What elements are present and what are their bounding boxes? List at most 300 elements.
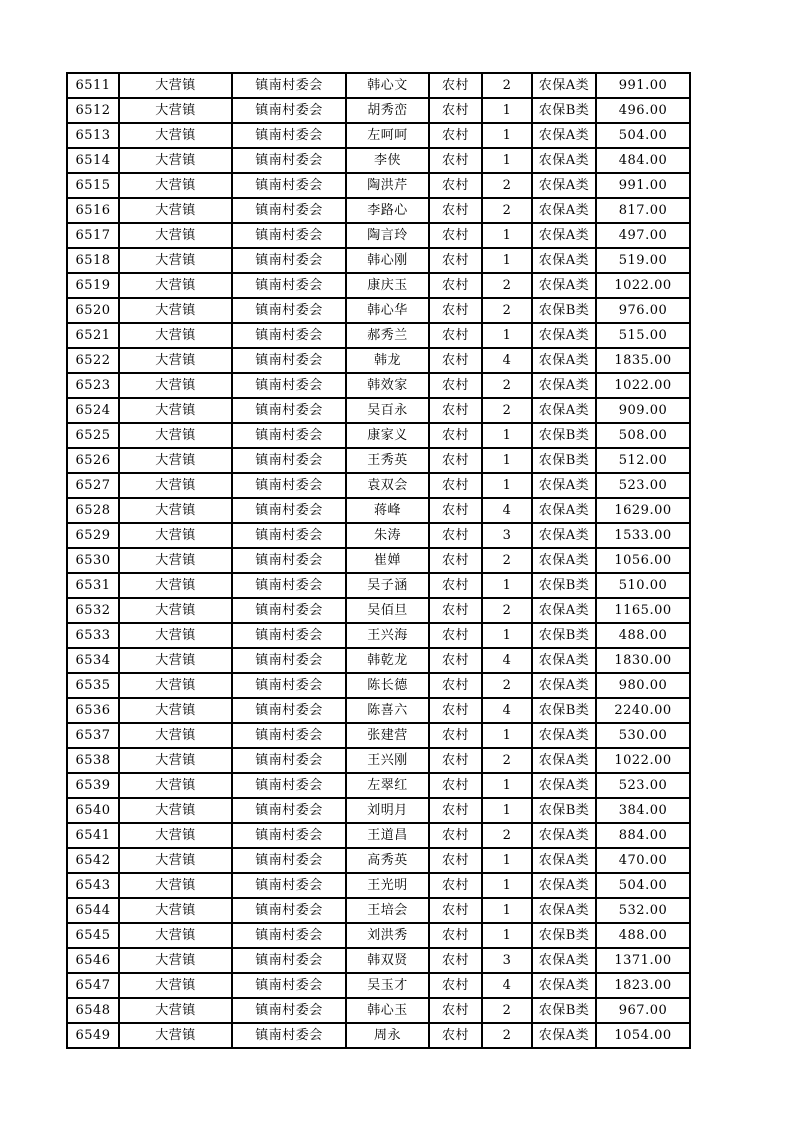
cell-person-count: 1 [482, 898, 532, 923]
table-row [67, 73, 690, 98]
cell-amount: 967.00 [596, 998, 690, 1023]
cell-village-committee: 镇南村委会 [232, 998, 346, 1023]
cell-insurance-category: 农保A类 [532, 773, 596, 798]
table-row [67, 223, 690, 248]
cell-town: 大营镇 [119, 673, 232, 698]
cell-amount: 980.00 [596, 673, 690, 698]
cell-residence-type: 农村 [429, 898, 482, 923]
table-row [67, 373, 690, 398]
cell-person-count: 1 [482, 573, 532, 598]
cell-person-name: 高秀英 [346, 848, 429, 873]
cell-person-name: 韩效家 [346, 373, 429, 398]
cell-serial-number: 6524 [67, 398, 119, 423]
cell-village-committee: 镇南村委会 [232, 748, 346, 773]
cell-serial-number: 6527 [67, 473, 119, 498]
cell-person-count: 1 [482, 923, 532, 948]
cell-person-name: 陶言玲 [346, 223, 429, 248]
cell-insurance-category: 农保A类 [532, 648, 596, 673]
cell-person-count: 1 [482, 123, 532, 148]
cell-village-committee: 镇南村委会 [232, 248, 346, 273]
cell-amount: 991.00 [596, 73, 690, 98]
cell-person-name: 崔婵 [346, 548, 429, 573]
cell-person-name: 康庆玉 [346, 273, 429, 298]
table-row [67, 923, 690, 948]
cell-village-committee: 镇南村委会 [232, 473, 346, 498]
cell-residence-type: 农村 [429, 623, 482, 648]
table-row [67, 848, 690, 873]
cell-insurance-category: 农保A类 [532, 123, 596, 148]
table-row [67, 348, 690, 373]
cell-serial-number: 6535 [67, 673, 119, 698]
cell-person-count: 1 [482, 98, 532, 123]
cell-person-name: 周永 [346, 1023, 429, 1048]
cell-village-committee: 镇南村委会 [232, 973, 346, 998]
cell-insurance-category: 农保B类 [532, 798, 596, 823]
table-row [67, 523, 690, 548]
cell-insurance-category: 农保A类 [532, 498, 596, 523]
cell-person-name: 张建营 [346, 723, 429, 748]
cell-town: 大营镇 [119, 948, 232, 973]
cell-town: 大营镇 [119, 248, 232, 273]
cell-person-name: 郝秀兰 [346, 323, 429, 348]
cell-person-name: 吴佰旦 [346, 598, 429, 623]
cell-town: 大营镇 [119, 448, 232, 473]
cell-serial-number: 6548 [67, 998, 119, 1023]
cell-amount: 884.00 [596, 823, 690, 848]
cell-residence-type: 农村 [429, 973, 482, 998]
cell-village-committee: 镇南村委会 [232, 548, 346, 573]
cell-person-count: 2 [482, 1023, 532, 1048]
table-row [67, 898, 690, 923]
cell-residence-type: 农村 [429, 923, 482, 948]
cell-residence-type: 农村 [429, 1023, 482, 1048]
table-row [67, 773, 690, 798]
cell-person-name: 李路心 [346, 198, 429, 223]
cell-amount: 519.00 [596, 248, 690, 273]
cell-town: 大营镇 [119, 173, 232, 198]
cell-amount: 1022.00 [596, 373, 690, 398]
cell-serial-number: 6530 [67, 548, 119, 573]
cell-village-committee: 镇南村委会 [232, 823, 346, 848]
cell-insurance-category: 农保A类 [532, 548, 596, 573]
cell-person-count: 2 [482, 273, 532, 298]
cell-residence-type: 农村 [429, 573, 482, 598]
cell-town: 大营镇 [119, 698, 232, 723]
cell-serial-number: 6512 [67, 98, 119, 123]
cell-person-name: 王秀英 [346, 448, 429, 473]
cell-village-committee: 镇南村委会 [232, 98, 346, 123]
cell-insurance-category: 农保A类 [532, 173, 596, 198]
table-row [67, 623, 690, 648]
cell-amount: 488.00 [596, 923, 690, 948]
cell-town: 大营镇 [119, 323, 232, 348]
cell-residence-type: 农村 [429, 98, 482, 123]
cell-serial-number: 6525 [67, 423, 119, 448]
cell-serial-number: 6523 [67, 373, 119, 398]
cell-village-committee: 镇南村委会 [232, 173, 346, 198]
cell-village-committee: 镇南村委会 [232, 73, 346, 98]
cell-village-committee: 镇南村委会 [232, 723, 346, 748]
cell-town: 大营镇 [119, 973, 232, 998]
cell-amount: 523.00 [596, 773, 690, 798]
cell-person-name: 王兴海 [346, 623, 429, 648]
cell-person-count: 2 [482, 998, 532, 1023]
cell-person-count: 2 [482, 198, 532, 223]
cell-insurance-category: 农保B类 [532, 448, 596, 473]
cell-serial-number: 6539 [67, 773, 119, 798]
cell-village-committee: 镇南村委会 [232, 873, 346, 898]
cell-serial-number: 6522 [67, 348, 119, 373]
cell-person-count: 1 [482, 323, 532, 348]
cell-person-count: 2 [482, 673, 532, 698]
cell-town: 大营镇 [119, 473, 232, 498]
cell-amount: 523.00 [596, 473, 690, 498]
cell-person-count: 2 [482, 823, 532, 848]
cell-town: 大营镇 [119, 723, 232, 748]
cell-person-name: 韩心玉 [346, 998, 429, 1023]
cell-insurance-category: 农保A类 [532, 73, 596, 98]
cell-village-committee: 镇南村委会 [232, 398, 346, 423]
insurance-roster-table [66, 72, 691, 1049]
cell-person-count: 2 [482, 598, 532, 623]
cell-person-count: 1 [482, 848, 532, 873]
cell-residence-type: 农村 [429, 73, 482, 98]
cell-residence-type: 农村 [429, 648, 482, 673]
cell-residence-type: 农村 [429, 523, 482, 548]
cell-amount: 496.00 [596, 98, 690, 123]
table-row [67, 973, 690, 998]
cell-town: 大营镇 [119, 748, 232, 773]
cell-insurance-category: 农保A类 [532, 373, 596, 398]
table-row [67, 548, 690, 573]
cell-person-count: 1 [482, 473, 532, 498]
table-row [67, 273, 690, 298]
table-row [67, 948, 690, 973]
cell-village-committee: 镇南村委会 [232, 948, 346, 973]
cell-residence-type: 农村 [429, 173, 482, 198]
cell-serial-number: 6534 [67, 648, 119, 673]
cell-village-committee: 镇南村委会 [232, 648, 346, 673]
cell-town: 大营镇 [119, 873, 232, 898]
cell-serial-number: 6542 [67, 848, 119, 873]
table-row [67, 98, 690, 123]
cell-person-count: 1 [482, 873, 532, 898]
cell-amount: 1823.00 [596, 973, 690, 998]
cell-town: 大营镇 [119, 398, 232, 423]
cell-insurance-category: 农保B类 [532, 573, 596, 598]
cell-person-name: 袁双会 [346, 473, 429, 498]
cell-residence-type: 农村 [429, 273, 482, 298]
cell-insurance-category: 农保A类 [532, 398, 596, 423]
cell-person-name: 韩心文 [346, 73, 429, 98]
cell-serial-number: 6520 [67, 298, 119, 323]
cell-town: 大营镇 [119, 148, 232, 173]
cell-residence-type: 农村 [429, 723, 482, 748]
cell-serial-number: 6543 [67, 873, 119, 898]
cell-person-count: 3 [482, 523, 532, 548]
table-row [67, 823, 690, 848]
cell-serial-number: 6540 [67, 798, 119, 823]
cell-town: 大营镇 [119, 548, 232, 573]
cell-town: 大营镇 [119, 498, 232, 523]
table-row [67, 723, 690, 748]
cell-town: 大营镇 [119, 923, 232, 948]
cell-amount: 508.00 [596, 423, 690, 448]
cell-amount: 470.00 [596, 848, 690, 873]
cell-person-count: 2 [482, 548, 532, 573]
cell-residence-type: 农村 [429, 698, 482, 723]
cell-village-committee: 镇南村委会 [232, 223, 346, 248]
cell-town: 大营镇 [119, 798, 232, 823]
cell-person-count: 4 [482, 698, 532, 723]
cell-serial-number: 6546 [67, 948, 119, 973]
cell-residence-type: 农村 [429, 673, 482, 698]
cell-village-committee: 镇南村委会 [232, 673, 346, 698]
cell-person-count: 1 [482, 798, 532, 823]
cell-residence-type: 农村 [429, 873, 482, 898]
cell-village-committee: 镇南村委会 [232, 123, 346, 148]
cell-village-committee: 镇南村委会 [232, 373, 346, 398]
cell-residence-type: 农村 [429, 348, 482, 373]
cell-residence-type: 农村 [429, 948, 482, 973]
cell-amount: 510.00 [596, 573, 690, 598]
cell-person-name: 韩乾龙 [346, 648, 429, 673]
cell-village-committee: 镇南村委会 [232, 773, 346, 798]
table-row [67, 573, 690, 598]
cell-person-count: 3 [482, 948, 532, 973]
cell-amount: 384.00 [596, 798, 690, 823]
cell-town: 大营镇 [119, 998, 232, 1023]
cell-person-name: 王培会 [346, 898, 429, 923]
cell-village-committee: 镇南村委会 [232, 623, 346, 648]
cell-amount: 1165.00 [596, 598, 690, 623]
cell-insurance-category: 农保A类 [532, 348, 596, 373]
cell-insurance-category: 农保A类 [532, 873, 596, 898]
cell-amount: 991.00 [596, 173, 690, 198]
cell-insurance-category: 农保B类 [532, 423, 596, 448]
cell-person-name: 韩心刚 [346, 248, 429, 273]
cell-village-committee: 镇南村委会 [232, 523, 346, 548]
cell-town: 大营镇 [119, 273, 232, 298]
cell-person-count: 4 [482, 973, 532, 998]
cell-insurance-category: 农保B类 [532, 923, 596, 948]
cell-amount: 530.00 [596, 723, 690, 748]
cell-person-name: 韩双贤 [346, 948, 429, 973]
cell-amount: 504.00 [596, 123, 690, 148]
cell-residence-type: 农村 [429, 773, 482, 798]
cell-insurance-category: 农保A类 [532, 1023, 596, 1048]
cell-serial-number: 6519 [67, 273, 119, 298]
cell-town: 大营镇 [119, 73, 232, 98]
cell-person-count: 1 [482, 423, 532, 448]
cell-amount: 1022.00 [596, 748, 690, 773]
cell-serial-number: 6521 [67, 323, 119, 348]
cell-amount: 484.00 [596, 148, 690, 173]
cell-serial-number: 6529 [67, 523, 119, 548]
cell-person-name: 李侠 [346, 148, 429, 173]
cell-person-name: 朱涛 [346, 523, 429, 548]
cell-serial-number: 6533 [67, 623, 119, 648]
cell-town: 大营镇 [119, 573, 232, 598]
table-row [67, 473, 690, 498]
table-row [67, 998, 690, 1023]
cell-town: 大营镇 [119, 423, 232, 448]
cell-amount: 504.00 [596, 873, 690, 898]
cell-person-count: 4 [482, 498, 532, 523]
cell-village-committee: 镇南村委会 [232, 198, 346, 223]
cell-insurance-category: 农保A类 [532, 673, 596, 698]
cell-village-committee: 镇南村委会 [232, 798, 346, 823]
cell-serial-number: 6518 [67, 248, 119, 273]
cell-insurance-category: 农保B类 [532, 698, 596, 723]
cell-amount: 1835.00 [596, 348, 690, 373]
cell-person-count: 1 [482, 248, 532, 273]
cell-village-committee: 镇南村委会 [232, 423, 346, 448]
cell-serial-number: 6515 [67, 173, 119, 198]
cell-person-name: 刘洪秀 [346, 923, 429, 948]
cell-insurance-category: 农保A类 [532, 473, 596, 498]
cell-person-count: 2 [482, 398, 532, 423]
cell-person-count: 2 [482, 173, 532, 198]
cell-person-count: 4 [482, 348, 532, 373]
cell-amount: 488.00 [596, 623, 690, 648]
table-row [67, 673, 690, 698]
table-row [67, 248, 690, 273]
cell-serial-number: 6538 [67, 748, 119, 773]
cell-town: 大营镇 [119, 648, 232, 673]
table-row [67, 123, 690, 148]
cell-person-count: 1 [482, 623, 532, 648]
cell-town: 大营镇 [119, 898, 232, 923]
cell-person-name: 韩心华 [346, 298, 429, 323]
cell-amount: 909.00 [596, 398, 690, 423]
cell-insurance-category: 农保A类 [532, 148, 596, 173]
cell-town: 大营镇 [119, 223, 232, 248]
table-row [67, 198, 690, 223]
cell-serial-number: 6547 [67, 973, 119, 998]
cell-village-committee: 镇南村委会 [232, 323, 346, 348]
table-row [67, 698, 690, 723]
cell-amount: 532.00 [596, 898, 690, 923]
cell-residence-type: 农村 [429, 548, 482, 573]
cell-residence-type: 农村 [429, 748, 482, 773]
cell-residence-type: 农村 [429, 798, 482, 823]
table-row [67, 1023, 690, 1048]
cell-village-committee: 镇南村委会 [232, 448, 346, 473]
cell-amount: 1054.00 [596, 1023, 690, 1048]
cell-insurance-category: 农保A类 [532, 323, 596, 348]
cell-serial-number: 6514 [67, 148, 119, 173]
table-row [67, 648, 690, 673]
cell-village-committee: 镇南村委会 [232, 1023, 346, 1048]
cell-insurance-category: 农保A类 [532, 723, 596, 748]
cell-village-committee: 镇南村委会 [232, 298, 346, 323]
cell-town: 大营镇 [119, 598, 232, 623]
cell-person-name: 王光明 [346, 873, 429, 898]
table-body [67, 73, 690, 1048]
cell-village-committee: 镇南村委会 [232, 148, 346, 173]
cell-serial-number: 6532 [67, 598, 119, 623]
cell-amount: 515.00 [596, 323, 690, 348]
cell-person-count: 1 [482, 448, 532, 473]
cell-residence-type: 农村 [429, 248, 482, 273]
cell-person-count: 2 [482, 373, 532, 398]
table-row [67, 323, 690, 348]
cell-residence-type: 农村 [429, 823, 482, 848]
cell-residence-type: 农村 [429, 398, 482, 423]
cell-amount: 497.00 [596, 223, 690, 248]
cell-town: 大营镇 [119, 523, 232, 548]
cell-person-name: 吴子涵 [346, 573, 429, 598]
cell-town: 大营镇 [119, 198, 232, 223]
cell-serial-number: 6511 [67, 73, 119, 98]
cell-village-committee: 镇南村委会 [232, 573, 346, 598]
cell-person-name: 康家义 [346, 423, 429, 448]
cell-serial-number: 6531 [67, 573, 119, 598]
cell-amount: 1533.00 [596, 523, 690, 548]
cell-serial-number: 6537 [67, 723, 119, 748]
cell-insurance-category: 农保A类 [532, 973, 596, 998]
cell-person-name: 王道昌 [346, 823, 429, 848]
table-row [67, 498, 690, 523]
cell-residence-type: 农村 [429, 123, 482, 148]
cell-town: 大营镇 [119, 98, 232, 123]
cell-serial-number: 6545 [67, 923, 119, 948]
cell-village-committee: 镇南村委会 [232, 273, 346, 298]
cell-amount: 512.00 [596, 448, 690, 473]
cell-town: 大营镇 [119, 623, 232, 648]
cell-person-count: 1 [482, 223, 532, 248]
cell-town: 大营镇 [119, 373, 232, 398]
cell-person-name: 王兴刚 [346, 748, 429, 773]
cell-insurance-category: 农保B类 [532, 623, 596, 648]
cell-village-committee: 镇南村委会 [232, 923, 346, 948]
cell-insurance-category: 农保B类 [532, 98, 596, 123]
cell-amount: 1629.00 [596, 498, 690, 523]
cell-person-count: 1 [482, 773, 532, 798]
cell-person-name: 左翠红 [346, 773, 429, 798]
cell-village-committee: 镇南村委会 [232, 898, 346, 923]
cell-insurance-category: 农保A类 [532, 523, 596, 548]
table-row [67, 423, 690, 448]
cell-amount: 976.00 [596, 298, 690, 323]
cell-amount: 1830.00 [596, 648, 690, 673]
cell-person-name: 刘明月 [346, 798, 429, 823]
cell-town: 大营镇 [119, 848, 232, 873]
cell-person-name: 吴玉才 [346, 973, 429, 998]
table-row [67, 298, 690, 323]
cell-insurance-category: 农保A类 [532, 273, 596, 298]
cell-person-name: 胡秀峦 [346, 98, 429, 123]
cell-residence-type: 农村 [429, 198, 482, 223]
cell-person-name: 陈长德 [346, 673, 429, 698]
cell-residence-type: 农村 [429, 423, 482, 448]
cell-amount: 2240.00 [596, 698, 690, 723]
cell-insurance-category: 农保A类 [532, 198, 596, 223]
cell-person-name: 陈喜六 [346, 698, 429, 723]
cell-village-committee: 镇南村委会 [232, 598, 346, 623]
table-row [67, 748, 690, 773]
cell-residence-type: 农村 [429, 298, 482, 323]
cell-insurance-category: 农保A类 [532, 248, 596, 273]
cell-amount: 817.00 [596, 198, 690, 223]
cell-person-count: 2 [482, 73, 532, 98]
cell-person-name: 左呵呵 [346, 123, 429, 148]
table-row [67, 398, 690, 423]
cell-village-committee: 镇南村委会 [232, 498, 346, 523]
cell-insurance-category: 农保B类 [532, 998, 596, 1023]
cell-residence-type: 农村 [429, 148, 482, 173]
